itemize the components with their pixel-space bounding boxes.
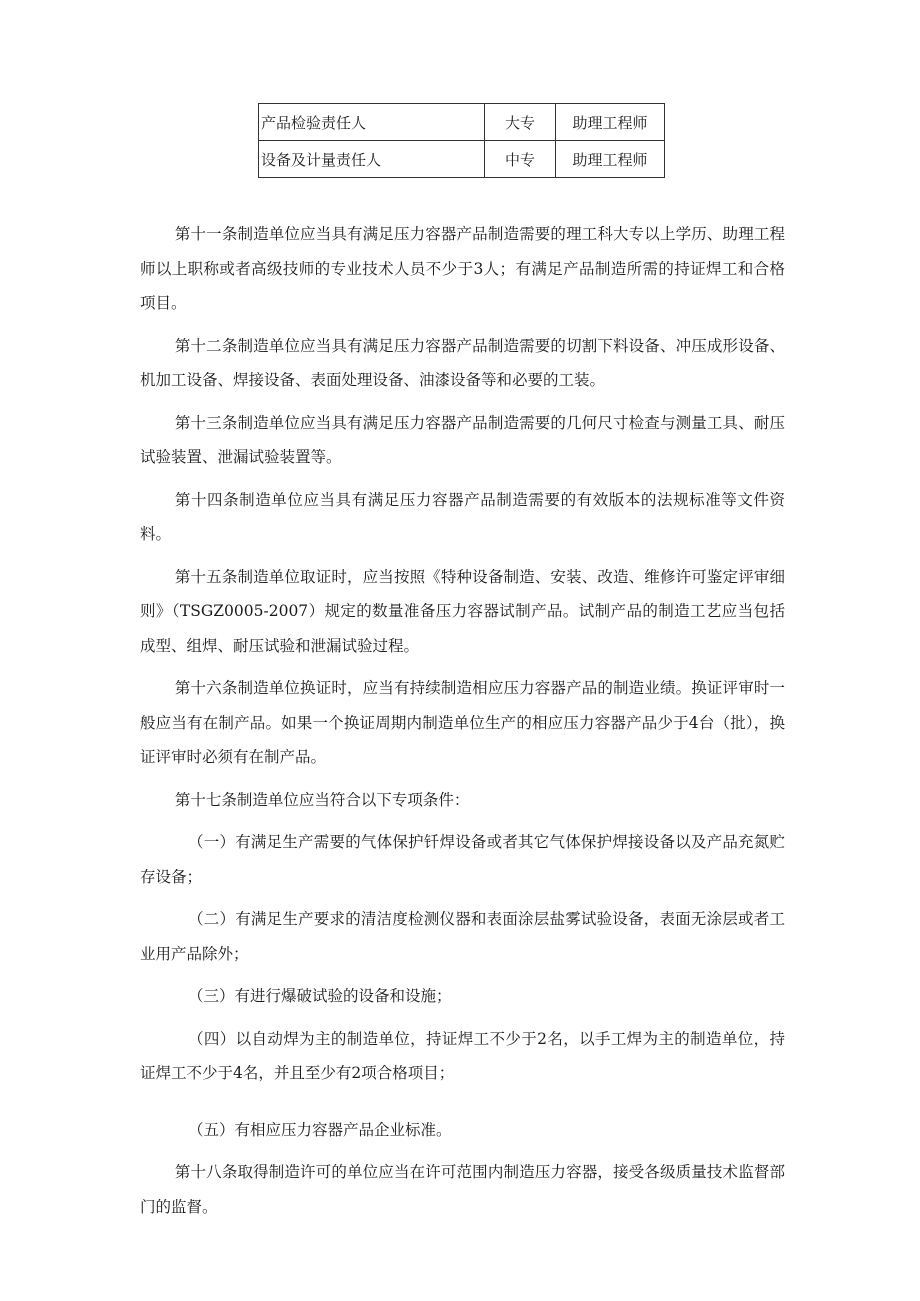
condition-2: （二）有满足生产要求的清洁度检测仪器和表面涂层盐雾试验设备，表面无涂层或者工业用产品除外； — [140, 910, 785, 963]
staff-qualification-table — [258, 103, 665, 178]
regulation-body — [140, 217, 785, 1232]
article-17: 第十七条制造单位应当符合以下专项条件： — [174, 790, 470, 809]
condition-5: （五）有相应压力容器产品企业标准。 — [188, 1120, 452, 1139]
article-18: 第十八条取得制造许可的单位应当在许可范围内制造压力容器，接受各级质量技术监督部门的监督。 — [140, 1163, 785, 1216]
table-row — [259, 104, 665, 141]
role-cell: 产品检验责任人 — [259, 104, 485, 141]
article-12: 第十二条制造单位应当具有满足压力容器产品制造需要的切割下料设备、冲压成形设备、机加工设备、焊接设备、表面处理设备、油漆设备等和必要的工装。 — [140, 336, 785, 389]
article-16: 第十六条制造单位换证时，应当有持续制造相应压力容器产品的制造业绩。换证评审时一般应当有在制产品。如果一个换证周期内制造单位生产的相应压力容器产品少于4台（批），换证评审时必须有在制产品。 — [140, 679, 785, 766]
education-cell: 大专 — [485, 104, 556, 141]
condition-1: （一）有满足生产需要的气体保护钎焊设备或者其它气体保护焊接设备以及产品充氮贮存设备； — [140, 833, 785, 886]
title-cell: 助理工程师 — [556, 104, 665, 141]
condition-3: （三）有进行爆破试验的设备和设施； — [188, 987, 452, 1005]
education-cell: 中专 — [485, 141, 556, 178]
condition-4: （四）以自动焊为主的制造单位，持证焊工不少于2名，以手工焊为主的制造单位，持证焊工不少于4名，并且至少有2项合格项目； — [140, 1029, 785, 1082]
article-13: 第十三条制造单位应当具有满足压力容器产品制造需要的几何尺寸检查与测量工具、耐压试验装置、泄漏试验装置等。 — [140, 413, 785, 466]
article-15: 第十五条制造单位取证时，应当按照《特种设备制造、安装、改造、维修许可鉴定评审细则》（TSGZ0005-2007）规定的数量准备压力容器试制产品。试制产品的制造工艺应当包括成型、组焊、耐压试验和泄漏试验过程。 — [140, 567, 785, 655]
article-14: 第十四条制造单位应当具有满足压力容器产品制造需要的有效版本的法规标准等文件资料。 — [140, 490, 785, 543]
role-cell: 设备及计量责任人 — [259, 141, 485, 178]
article-11: 第十一条制造单位应当具有满足压力容器产品制造需要的理工科大专以上学历、助理工程师以上职称或者高级技师的专业技术人员不少于3人；有满足产品制造所需的持证焊工和合格项目。 — [140, 225, 785, 312]
table-row — [259, 141, 665, 178]
title-cell: 助理工程师 — [556, 141, 665, 178]
